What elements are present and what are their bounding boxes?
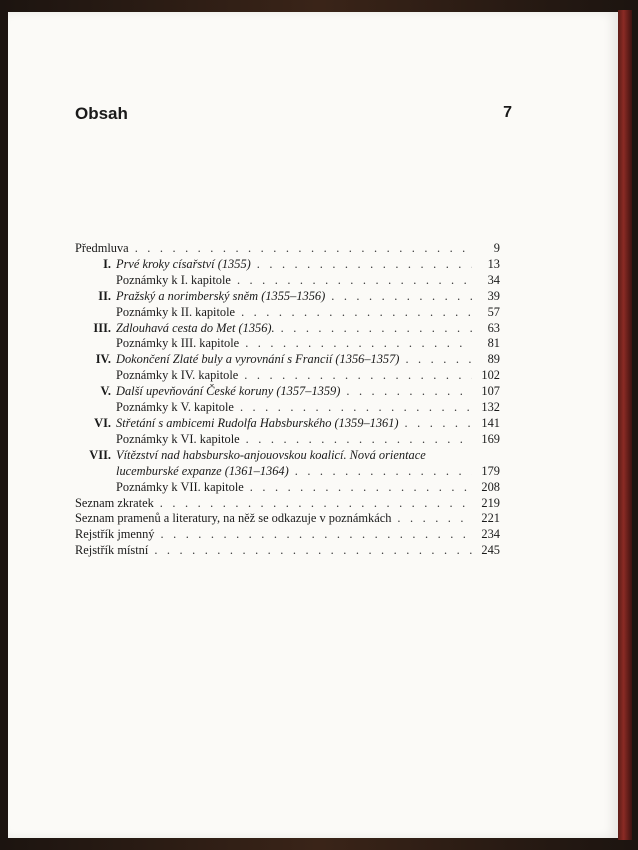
toc-entry-label: Seznam pramenů a literatury, na něž se odkazuje v poznámkách <box>75 511 392 526</box>
leader-dots <box>295 464 472 480</box>
leader-dots <box>154 543 472 559</box>
toc-entry-rejstrik-jmenny[interactable] <box>75 527 500 543</box>
toc-entry-label: Rejstřík jmenný <box>75 527 155 542</box>
leader-dots <box>405 416 472 432</box>
notes-label: Poznámky k III. kapitole <box>116 336 240 351</box>
toc-entry-page: 39 <box>487 288 500 303</box>
chapter-number: V. <box>100 384 111 399</box>
toc-chapter-3[interactable] <box>75 321 500 337</box>
toc-entry-zkratky[interactable] <box>75 496 500 512</box>
toc-entry-page: 221 <box>481 511 500 526</box>
toc-chapter-7[interactable] <box>75 464 500 480</box>
toc-notes-4[interactable] <box>75 368 500 384</box>
notes-label: Poznámky k VI. kapitole <box>116 431 240 446</box>
toc-notes-1[interactable] <box>75 273 500 289</box>
notes-label: Poznámky k IV. kapitole <box>116 368 239 383</box>
leader-dots <box>331 289 472 305</box>
toc-entry-page: 9 <box>493 241 500 255</box>
chapter-title: Další upevňování České koruny (1357–1359) <box>116 384 341 399</box>
chapter-number: IV. <box>95 352 111 367</box>
toc-entry-page: 63 <box>487 320 500 335</box>
toc-notes-5[interactable] <box>75 400 500 416</box>
leader-dots <box>161 527 473 543</box>
notes-label: Poznámky k II. kapitole <box>116 304 236 319</box>
toc-chapter-2[interactable] <box>75 289 500 305</box>
toc-entry-page: 179 <box>481 463 500 478</box>
leader-dots <box>160 496 472 512</box>
toc-entry-label: Seznam zkratek <box>75 495 154 510</box>
toc-entry-page: 169 <box>481 431 500 446</box>
toc-entry-rejstrik-mistni[interactable] <box>75 543 500 559</box>
chapter-number: VII. <box>89 447 111 462</box>
toc-chapter-4[interactable] <box>75 352 500 368</box>
page-title: Obsah <box>75 104 128 123</box>
notes-label: Poznámky k VII. kapitole <box>116 479 244 494</box>
chapter-number: II. <box>98 288 111 303</box>
toc-entry-prameny[interactable] <box>75 511 500 527</box>
toc-entry-page: 102 <box>481 368 500 383</box>
toc-entry-page: 81 <box>487 336 500 351</box>
toc-entry-label: Předmluva <box>75 241 129 255</box>
toc-entry-predmluva[interactable] <box>75 241 500 257</box>
toc-chapter-7-line1[interactable] <box>75 448 500 464</box>
chapter-number: I. <box>103 256 111 271</box>
notes-label: Poznámky k I. kapitole <box>116 272 231 287</box>
toc-entry-page: 89 <box>487 352 500 367</box>
toc-entry-page: 219 <box>481 495 500 510</box>
chapter-title: Střetání s ambicemi Rudolfa Habsburského (1359–1361) <box>116 415 399 430</box>
page-header <box>75 104 512 128</box>
toc-entry-page: 245 <box>481 543 500 558</box>
leader-dots <box>135 241 472 257</box>
chapter-title: lucemburské expanze (1361–1364) <box>116 463 289 478</box>
toc-entry-page: 141 <box>481 415 500 430</box>
toc-chapter-5[interactable] <box>75 384 500 400</box>
chapter-title: Zdlouhavá cesta do Met (1356). <box>116 320 275 335</box>
toc-chapter-6[interactable] <box>75 416 500 432</box>
toc-entry-page: 34 <box>487 272 500 287</box>
leader-dots <box>281 321 472 337</box>
toc-entry-page: 208 <box>481 479 500 494</box>
leader-dots <box>246 432 472 448</box>
chapter-number: VI. <box>94 415 111 430</box>
book-cover-edge <box>618 10 632 840</box>
chapter-title: Prvé kroky císařství (1355) <box>116 256 251 271</box>
toc-entry-label: Rejstřík místní <box>75 543 149 558</box>
leader-dots <box>250 480 472 496</box>
page-number: 7 <box>503 104 512 121</box>
chapter-title-line1: Vítězství nad habsbursko-anjouovskou koalicí. Nová orientace <box>116 447 426 462</box>
leader-dots <box>346 384 472 400</box>
leader-dots <box>397 511 472 527</box>
table-of-contents <box>75 241 500 559</box>
leader-dots <box>244 368 472 384</box>
leader-dots <box>245 336 472 352</box>
chapter-title: Dokončení Zlaté buly a vyrovnání s Francií (1356–1357) <box>116 352 400 367</box>
toc-entry-page: 57 <box>487 304 500 319</box>
toc-notes-2[interactable] <box>75 305 500 321</box>
leader-dots <box>240 400 472 416</box>
leader-dots <box>257 257 472 273</box>
toc-chapter-1[interactable] <box>75 257 500 273</box>
leader-dots <box>405 352 472 368</box>
leader-dots <box>237 273 472 289</box>
toc-notes-6[interactable] <box>75 432 500 448</box>
toc-entry-page: 107 <box>481 384 500 399</box>
toc-entry-page: 13 <box>487 256 500 271</box>
leader-dots <box>241 305 472 321</box>
toc-notes-3[interactable] <box>75 336 500 352</box>
toc-entry-page: 132 <box>481 400 500 415</box>
toc-entry-page: 234 <box>481 527 500 542</box>
chapter-number: III. <box>93 320 111 335</box>
notes-label: Poznámky k V. kapitole <box>116 400 234 415</box>
toc-notes-7[interactable] <box>75 480 500 496</box>
chapter-title: Pražský a norimberský sněm (1355–1356) <box>116 288 326 303</box>
